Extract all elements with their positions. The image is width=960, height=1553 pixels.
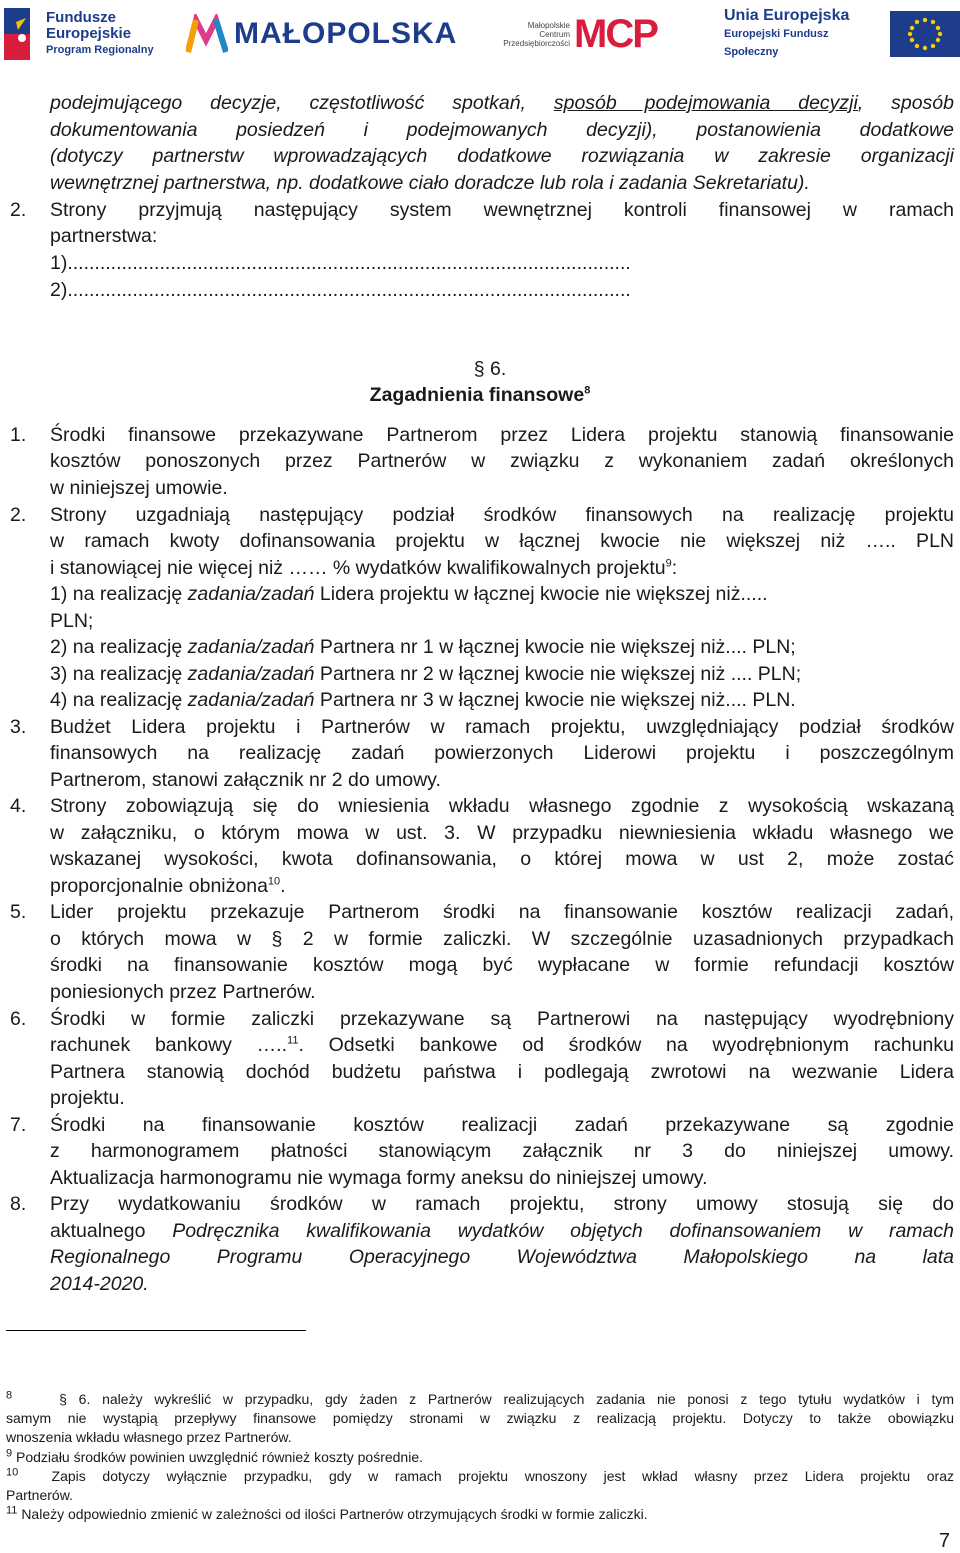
footnote-separator [6, 1330, 306, 1331]
ue-title: Unia Europejska [724, 7, 850, 24]
text-line: aktualnego Podręcznika kwalifikowania wydatków objętych dofinansowaniem w ramach [50, 1220, 954, 1242]
footnote-8-cont: samym nie wystąpią przepływy finansowe pomiędzy stronami w związku z realizacją projektu. Dotyczy to także obowiązku [6, 1410, 954, 1426]
text-line: Środki w formie zaliczki przekazywane są Partnerowi na następujący wyodrębniony [50, 1008, 954, 1030]
text-line: 2)........................................................................................................ [50, 279, 631, 301]
ue-subtitle: Europejski Fundusz Społeczny [724, 28, 829, 58]
item-number: 8. [10, 1193, 27, 1215]
footnote-10-cont: Partnerów. [6, 1487, 73, 1503]
text-line: wewnętrznej partnerstwa, np. dodatkowe ciało doradcze lub rola i zadania Sekretariatu). [50, 172, 810, 194]
footnote-8: $^8$ § 6. należy wykreślić w przypadku, gdy żaden z Partnerów realizujących zadania nie ponosi z tego tytułu wydatków i tym [6, 1389, 954, 1407]
underlined-phrase: sposób podejmowania decyzji [553, 92, 858, 114]
footnote-9: $^9$ Podziału środków powinien uwzględnić również koszty pośrednie. [6, 1447, 424, 1465]
text-line: podejmującego decyzje, częstotliwość spotkań, sposób podejmowania decyzji, sposób [50, 92, 954, 114]
text-line: 1)........................................................................................................ [50, 252, 631, 274]
text-line: Lider projektu przekazuje Partnerom środki na finansowanie kosztów realizacji zadań, [50, 901, 954, 923]
footnote-ref: 11 [287, 1034, 299, 1047]
item-number: 7. [10, 1114, 27, 1136]
text-line: o których mowa w § 2 w formie zaliczki. W szczególnie uzasadnionych przypadkach [50, 928, 954, 950]
text-line: w załączniku, o którym mowa w ust. 3. W przypadku niewniesienia wkładu własnego we [50, 822, 954, 844]
text-line: partnerstwa: [50, 225, 158, 247]
text-line: (dotyczy partnerstw wprowadzających dodatkowe rozwiązania w zakresie organizacji [50, 145, 954, 167]
footnote-10: $^{10}$ Zapis dotyczy wyłącznie przypadku, gdy w ramach projektu wnoszony jest wkład własny przez Lidera projektu oraz [6, 1466, 954, 1484]
text-line: rachunek bankowy …..$^{11}$. Odsetki bankowe od środków na wyodrębnionym rachunku [50, 1034, 954, 1056]
footnote-8-cont: wnoszenia wkładu własnego przez Partnerów. [6, 1429, 292, 1445]
footnote-ref: 9 [665, 557, 672, 570]
item-number: 2. [10, 199, 27, 221]
text-line: Partnerom, stanowi załącznik nr 2 do umowy. [50, 769, 441, 791]
mcp-letters: MCP [574, 11, 657, 56]
footnote-ref: 8 [584, 384, 591, 397]
text-line: PLN; [50, 610, 94, 632]
item-number: 5. [10, 901, 27, 923]
text-line: 3) na realizację zadania/zadań Partnera nr 2 w łącznej kwocie nie większej niż .... PLN; [50, 663, 802, 685]
fe-title-1: Fundusze [46, 9, 116, 26]
text-line: w ramach kwoty dofinansowania projektu w łącznej kwocie nie większej niż ….. PLN [50, 530, 954, 552]
section-number: § 6. [473, 358, 507, 380]
text-line: Przy wydatkowaniu środków w ramach projektu, strony umowy stosują się do [50, 1193, 954, 1215]
fe-title-2: Europejskie [46, 25, 132, 42]
text-line: Środki na finansowanie kosztów realizacji zadań przekazywane są zgodnie [50, 1114, 954, 1136]
text-line: środki na finansowanie kosztów mogą być wypłacane w formie refundacji kosztów [50, 954, 954, 976]
text-line: 2014-2020. [50, 1273, 149, 1295]
item-number: 6. [10, 1008, 27, 1030]
text-line: dokumentowania posiedzeń i podejmowanych decyzji), postanowienia dodatkowe [50, 119, 954, 141]
fe-subtitle: Program Regionalny [46, 44, 154, 56]
item-number: 2. [10, 504, 27, 526]
text-line: Strony uzgadniają następujący podział środków finansowych na realizację projektu [50, 504, 954, 526]
item-number: 1. [10, 424, 27, 446]
text-line: 2) na realizację zadania/zadań Partnera nr 1 w łącznej kwocie nie większej niż.... PLN; [50, 636, 796, 658]
text-line: finansowych na realizację zadań powierzonych Liderowi projektu i poszczególnym [50, 742, 954, 764]
text-line: Strony zobowiązują się do wniesienia wkładu własnego zgodnie z wysokością wskazaną [50, 795, 954, 817]
text-line: Partnera stanowią dochód budżetu państwa i podlegają zwrotowi na wezwanie Lidera [50, 1061, 954, 1083]
text-line: wskazanej wysokości, kwota dofinansowania, o której mowa w ust 2, może zostać [50, 848, 954, 870]
item-number: 3. [10, 716, 27, 738]
page-number: 7 [938, 1530, 950, 1552]
text-line: Regionalnego Programu Operacyjnego Województwa Małopolskiego na lata [50, 1246, 954, 1268]
mcp-full-name: Małopolskie Centrum Przedsiębiorczości [503, 20, 570, 48]
footnote-ref: 10 [267, 875, 281, 888]
text-line: proporcjonalnie obniżona$^{10}$. [50, 875, 286, 897]
section-title: Zagadnienia finansowe$^8$ [369, 384, 591, 406]
text-line: Środki finansowe przekazywane Partnerom przez Lidera projektu stanowią finansowanie [50, 424, 954, 446]
text-line: Aktualizacja harmonogramu nie wymaga formy aneksu do niniejszej umowy. [50, 1167, 708, 1189]
malopolska-name: MAŁOPOLSKA [234, 17, 458, 50]
text-line: Budżet Lidera projektu i Partnerów w ramach projektu, uwzględniający podział środków [50, 716, 954, 738]
text-line: 1) na realizację zadania/zadań Lidera projektu w łącznej kwocie nie większej niż..... [50, 583, 768, 605]
text-line: i stanowiącej nie więcej niż …… % wydatków kwalifikowalnych projektu$^9$: [50, 557, 678, 579]
item-number: 4. [10, 795, 27, 817]
text-line: Strony przyjmują następujący system wewnętrznej kontroli finansowej w ramach [50, 199, 954, 221]
text-line: projektu. [50, 1087, 125, 1109]
text-line: poniesionych przez Partnerów. [50, 981, 316, 1003]
text-line: w niniejszej umowie. [50, 477, 228, 499]
text-line: kosztów ponoszonych przez Partnerów w związku z wykonaniem zadań określonych [50, 450, 954, 472]
text-line: z harmonogramem płatności stanowiącym załącznik nr 3 do niniejszej umowy. [50, 1140, 954, 1162]
text-line: 4) na realizację zadania/zadań Partnera nr 3 w łącznej kwocie nie większej niż.... PLN. [50, 689, 796, 711]
footnote-11: $^{11}$ Należy odpowiednio zmienić w zależności od ilości Partnerów otrzymujących środki w formie zaliczki. [6, 1504, 648, 1522]
